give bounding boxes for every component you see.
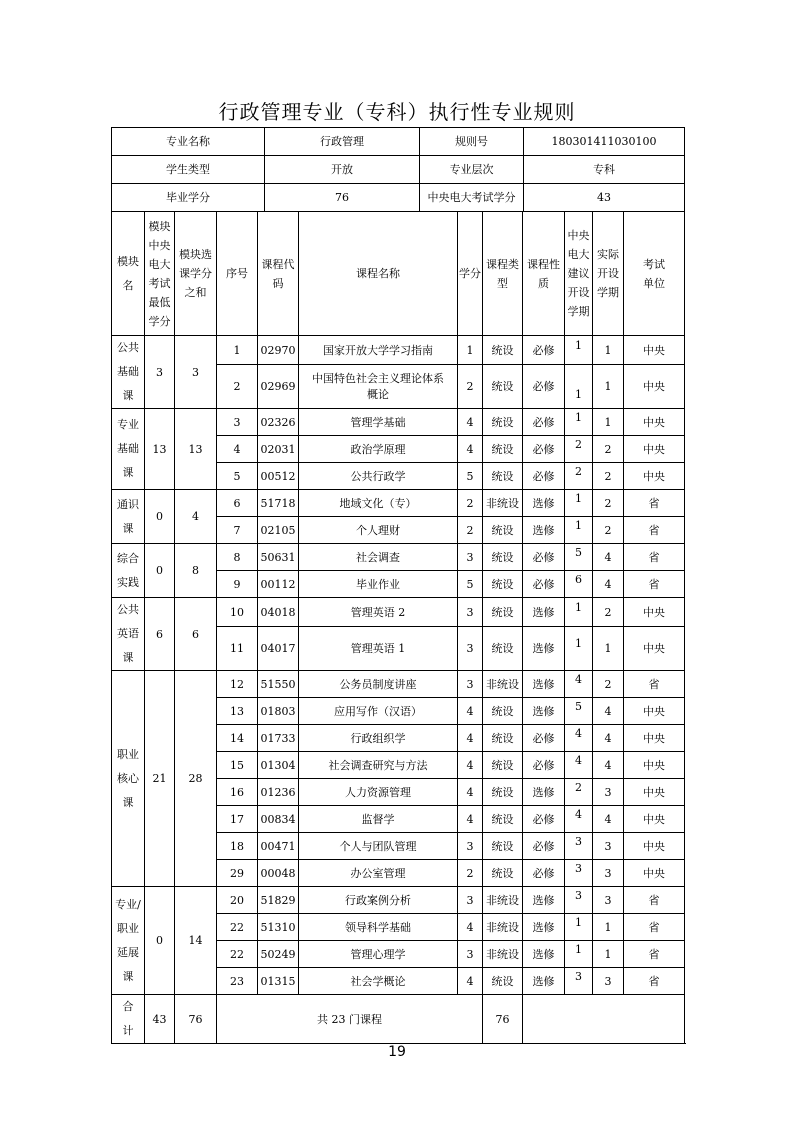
page-number: 19 — [388, 1044, 406, 1060]
course-seq: 11 — [217, 627, 258, 671]
course-exam-unit: 中央 — [624, 436, 685, 463]
course-credit: 4 — [458, 409, 483, 436]
course-name: 个人与团队管理 — [299, 833, 458, 860]
module-elective-sum: 14 — [175, 887, 217, 995]
course-suggested-term: 1 — [565, 409, 593, 436]
course-credit: 5 — [458, 463, 483, 490]
course-seq: 22 — [217, 914, 258, 941]
course-nature: 必修 — [523, 544, 565, 571]
header-credit: 学分 — [458, 212, 483, 336]
course-suggested-term: 1 — [565, 336, 593, 365]
course-actual-term: 2 — [593, 436, 624, 463]
course-nature: 必修 — [523, 463, 565, 490]
course-suggested-term: 1 — [565, 914, 593, 941]
course-credit: 4 — [458, 436, 483, 463]
level-value: 专科 — [524, 156, 685, 184]
course-row — [112, 598, 685, 627]
course-code: 00834 — [258, 806, 299, 833]
course-exam-unit: 中央 — [624, 860, 685, 887]
course-nature: 必修 — [523, 725, 565, 752]
course-code: 00112 — [258, 571, 299, 598]
course-actual-term: 3 — [593, 968, 624, 995]
course-type: 统设 — [483, 806, 523, 833]
course-code: 01315 — [258, 968, 299, 995]
course-credit: 4 — [458, 806, 483, 833]
course-code: 01236 — [258, 779, 299, 806]
total-course-count: 共 23 门课程 — [217, 995, 483, 1044]
course-suggested-term: 4 — [565, 806, 593, 833]
course-name: 国家开放大学学习指南 — [299, 336, 458, 365]
header-code: 课程代码 — [258, 212, 299, 336]
course-suggested-term: 1 — [565, 941, 593, 968]
course-name: 人力资源管理 — [299, 779, 458, 806]
header-actual-term: 实际开设学期 — [593, 212, 624, 336]
major-name-label: 专业名称 — [112, 128, 265, 156]
course-type: 非统设 — [483, 941, 523, 968]
course-suggested-term: 2 — [565, 436, 593, 463]
module-name: 职业核心课 — [112, 671, 145, 887]
course-name: 管理英语 1 — [299, 627, 458, 671]
course-seq: 20 — [217, 887, 258, 914]
course-actual-term: 1 — [593, 914, 624, 941]
course-seq: 29 — [217, 860, 258, 887]
course-exam-unit: 中央 — [624, 833, 685, 860]
course-name: 行政组织学 — [299, 725, 458, 752]
course-seq: 16 — [217, 779, 258, 806]
course-actual-term: 4 — [593, 806, 624, 833]
course-code: 50249 — [258, 941, 299, 968]
course-code: 51829 — [258, 887, 299, 914]
course-exam-unit: 中央 — [624, 409, 685, 436]
course-exam-unit: 中央 — [624, 336, 685, 365]
course-suggested-term: 3 — [565, 860, 593, 887]
course-actual-term: 2 — [593, 490, 624, 517]
course-nature: 选修 — [523, 517, 565, 544]
course-credit: 4 — [458, 752, 483, 779]
course-suggested-term: 5 — [565, 544, 593, 571]
course-name: 应用写作（汉语） — [299, 698, 458, 725]
course-code: 00471 — [258, 833, 299, 860]
info-row — [112, 128, 685, 156]
module-name: 通识课 — [112, 490, 145, 544]
course-nature: 必修 — [523, 860, 565, 887]
course-code: 02969 — [258, 365, 299, 409]
course-code: 02031 — [258, 436, 299, 463]
course-credit: 1 — [458, 336, 483, 365]
course-suggested-term: 5 — [565, 698, 593, 725]
course-type: 统设 — [483, 571, 523, 598]
course-seq: 18 — [217, 833, 258, 860]
course-exam-unit: 省 — [624, 941, 685, 968]
course-actual-term: 4 — [593, 725, 624, 752]
header-module: 模块名 — [112, 212, 145, 336]
course-credit: 3 — [458, 544, 483, 571]
course-actual-term: 3 — [593, 860, 624, 887]
major-name-value: 行政管理 — [265, 128, 420, 156]
course-actual-term: 4 — [593, 752, 624, 779]
course-code: 01733 — [258, 725, 299, 752]
module-elective-sum: 13 — [175, 409, 217, 490]
course-nature: 选修 — [523, 698, 565, 725]
course-type: 统设 — [483, 463, 523, 490]
module-central-min: 0 — [145, 887, 175, 995]
course-exam-unit: 中央 — [624, 463, 685, 490]
course-suggested-term: 1 — [565, 598, 593, 627]
course-name: 管理学基础 — [299, 409, 458, 436]
module-central-min: 3 — [145, 336, 175, 409]
course-name: 个人理财 — [299, 517, 458, 544]
course-type: 统设 — [483, 627, 523, 671]
course-credit: 3 — [458, 887, 483, 914]
course-credit: 3 — [458, 627, 483, 671]
course-seq: 7 — [217, 517, 258, 544]
course-table — [111, 211, 685, 1044]
course-type: 统设 — [483, 725, 523, 752]
course-type: 非统设 — [483, 887, 523, 914]
course-seq: 6 — [217, 490, 258, 517]
course-suggested-term: 4 — [565, 725, 593, 752]
course-credit: 3 — [458, 671, 483, 698]
course-credit: 2 — [458, 517, 483, 544]
course-credit: 2 — [458, 365, 483, 409]
header-course-name: 课程名称 — [299, 212, 458, 336]
course-nature: 必修 — [523, 571, 565, 598]
course-code: 00512 — [258, 463, 299, 490]
course-seq: 8 — [217, 544, 258, 571]
course-code: 51310 — [258, 914, 299, 941]
grad-credits-label: 毕业学分 — [112, 184, 265, 212]
total-elective-sum: 76 — [175, 995, 217, 1044]
course-seq: 9 — [217, 571, 258, 598]
course-credit: 3 — [458, 833, 483, 860]
course-name: 社会调查研究与方法 — [299, 752, 458, 779]
course-exam-unit: 中央 — [624, 698, 685, 725]
module-elective-sum: 3 — [175, 336, 217, 409]
course-suggested-term: 2 — [565, 779, 593, 806]
course-nature: 必修 — [523, 336, 565, 365]
student-type-label: 学生类型 — [112, 156, 265, 184]
course-name: 管理英语 2 — [299, 598, 458, 627]
course-actual-term: 1 — [593, 941, 624, 968]
course-name: 地域文化（专） — [299, 490, 458, 517]
course-exam-unit: 中央 — [624, 806, 685, 833]
header-seq: 序号 — [217, 212, 258, 336]
course-row — [112, 409, 685, 436]
course-type: 统设 — [483, 409, 523, 436]
course-credit: 4 — [458, 698, 483, 725]
course-code: 00048 — [258, 860, 299, 887]
course-exam-unit: 省 — [624, 571, 685, 598]
course-actual-term: 2 — [593, 517, 624, 544]
total-blank — [523, 995, 685, 1044]
info-row — [112, 184, 685, 212]
course-nature: 选修 — [523, 490, 565, 517]
course-name: 中国特色社会主义理论体系概论 — [299, 365, 458, 409]
course-seq: 10 — [217, 598, 258, 627]
course-nature: 必修 — [523, 365, 565, 409]
course-type: 统设 — [483, 544, 523, 571]
course-actual-term: 4 — [593, 571, 624, 598]
course-code: 02326 — [258, 409, 299, 436]
course-nature: 选修 — [523, 671, 565, 698]
course-actual-term: 1 — [593, 336, 624, 365]
course-actual-term: 2 — [593, 671, 624, 698]
course-row — [112, 336, 685, 365]
course-actual-term: 3 — [593, 887, 624, 914]
course-credit: 4 — [458, 725, 483, 752]
course-exam-unit: 中央 — [624, 365, 685, 409]
course-code: 51550 — [258, 671, 299, 698]
course-suggested-term: 1 — [565, 490, 593, 517]
course-code: 01803 — [258, 698, 299, 725]
module-elective-sum: 28 — [175, 671, 217, 887]
course-type: 统设 — [483, 517, 523, 544]
course-credit: 4 — [458, 968, 483, 995]
course-credit: 5 — [458, 571, 483, 598]
course-name: 政治学原理 — [299, 436, 458, 463]
course-actual-term: 1 — [593, 627, 624, 671]
course-nature: 选修 — [523, 598, 565, 627]
course-type: 统设 — [483, 752, 523, 779]
course-name: 毕业作业 — [299, 571, 458, 598]
course-type: 统设 — [483, 365, 523, 409]
course-row — [112, 544, 685, 571]
course-type: 统设 — [483, 833, 523, 860]
course-row — [112, 490, 685, 517]
course-actual-term: 1 — [593, 365, 624, 409]
module-name: 公共基础课 — [112, 336, 145, 409]
course-type: 统设 — [483, 598, 523, 627]
course-seq: 1 — [217, 336, 258, 365]
course-nature: 必修 — [523, 833, 565, 860]
rule-no-value: 180301411030100 — [524, 128, 685, 156]
course-type: 统设 — [483, 860, 523, 887]
course-exam-unit: 中央 — [624, 598, 685, 627]
course-nature: 选修 — [523, 779, 565, 806]
course-exam-unit: 中央 — [624, 627, 685, 671]
course-type: 非统设 — [483, 490, 523, 517]
course-seq: 23 — [217, 968, 258, 995]
course-nature: 必修 — [523, 409, 565, 436]
header-nature: 课程性质 — [523, 212, 565, 336]
header-exam-unit: 考试单位 — [624, 212, 685, 336]
course-code: 50631 — [258, 544, 299, 571]
course-suggested-term: 2 — [565, 463, 593, 490]
course-code: 51718 — [258, 490, 299, 517]
course-code: 02105 — [258, 517, 299, 544]
course-suggested-term: 6 — [565, 571, 593, 598]
module-elective-sum: 6 — [175, 598, 217, 671]
module-elective-sum: 8 — [175, 544, 217, 598]
module-name: 综合实践 — [112, 544, 145, 598]
total-label: 合计 — [112, 995, 145, 1044]
course-seq: 17 — [217, 806, 258, 833]
course-exam-unit: 省 — [624, 914, 685, 941]
course-nature: 选修 — [523, 887, 565, 914]
course-seq: 3 — [217, 409, 258, 436]
course-seq: 2 — [217, 365, 258, 409]
course-suggested-term: 1 — [565, 517, 593, 544]
module-elective-sum: 4 — [175, 490, 217, 544]
course-type: 统设 — [483, 968, 523, 995]
course-seq: 13 — [217, 698, 258, 725]
course-name: 公务员制度讲座 — [299, 671, 458, 698]
total-central-min: 43 — [145, 995, 175, 1044]
course-seq: 12 — [217, 671, 258, 698]
course-exam-unit: 省 — [624, 887, 685, 914]
course-nature: 必修 — [523, 752, 565, 779]
course-type: 统设 — [483, 779, 523, 806]
course-actual-term: 3 — [593, 833, 624, 860]
course-nature: 选修 — [523, 627, 565, 671]
module-central-min: 13 — [145, 409, 175, 490]
course-suggested-term: 1 — [565, 627, 593, 671]
course-nature: 选修 — [523, 941, 565, 968]
course-suggested-term: 4 — [565, 752, 593, 779]
course-row — [112, 671, 685, 698]
course-name: 管理心理学 — [299, 941, 458, 968]
course-credit: 3 — [458, 941, 483, 968]
course-exam-unit: 中央 — [624, 725, 685, 752]
course-suggested-term: 3 — [565, 968, 593, 995]
course-exam-unit: 省 — [624, 490, 685, 517]
module-central-min: 0 — [145, 490, 175, 544]
total-row — [112, 995, 685, 1044]
course-exam-unit: 中央 — [624, 779, 685, 806]
course-exam-unit: 省 — [624, 517, 685, 544]
course-seq: 14 — [217, 725, 258, 752]
course-type: 统设 — [483, 698, 523, 725]
student-type-value: 开放 — [265, 156, 420, 184]
course-actual-term: 2 — [593, 598, 624, 627]
course-seq: 15 — [217, 752, 258, 779]
header-elective-sum: 模块选课学分之和 — [175, 212, 217, 336]
grad-credits-value: 76 — [265, 184, 420, 212]
course-actual-term: 3 — [593, 779, 624, 806]
course-exam-unit: 中央 — [624, 752, 685, 779]
course-actual-term: 1 — [593, 409, 624, 436]
course-code: 01304 — [258, 752, 299, 779]
rule-no-label: 规则号 — [420, 128, 524, 156]
course-name: 领导科学基础 — [299, 914, 458, 941]
course-credit: 4 — [458, 914, 483, 941]
module-central-min: 21 — [145, 671, 175, 887]
course-type: 统设 — [483, 336, 523, 365]
course-exam-unit: 省 — [624, 671, 685, 698]
header-type: 课程类型 — [483, 212, 523, 336]
module-name: 专业基础课 — [112, 409, 145, 490]
total-credit: 76 — [483, 995, 523, 1044]
course-row — [112, 887, 685, 914]
course-type: 非统设 — [483, 914, 523, 941]
course-exam-unit: 省 — [624, 968, 685, 995]
module-central-min: 6 — [145, 598, 175, 671]
course-exam-unit: 省 — [624, 544, 685, 571]
course-code: 02970 — [258, 336, 299, 365]
course-name: 监督学 — [299, 806, 458, 833]
course-suggested-term: 3 — [565, 833, 593, 860]
course-name: 公共行政学 — [299, 463, 458, 490]
course-code: 04018 — [258, 598, 299, 627]
info-table — [111, 127, 685, 212]
course-name: 行政案例分析 — [299, 887, 458, 914]
course-actual-term: 2 — [593, 463, 624, 490]
header-suggested-term: 中央电大建议开设学期 — [565, 212, 593, 336]
central-exam-credits-value: 43 — [524, 184, 685, 212]
course-nature: 选修 — [523, 968, 565, 995]
course-name: 办公室管理 — [299, 860, 458, 887]
course-name: 社会调查 — [299, 544, 458, 571]
course-suggested-term: 4 — [565, 671, 593, 698]
course-credit: 3 — [458, 598, 483, 627]
course-nature: 必修 — [523, 806, 565, 833]
info-row — [112, 156, 685, 184]
page-title: 行政管理专业（专科）执行性专业规则 — [218, 100, 576, 124]
header-central-min: 模块中央电大考试最低学分 — [145, 212, 175, 336]
central-exam-credits-label: 中央电大考试学分 — [420, 184, 524, 212]
course-nature: 选修 — [523, 914, 565, 941]
course-seq: 5 — [217, 463, 258, 490]
course-seq: 22 — [217, 941, 258, 968]
course-seq: 4 — [217, 436, 258, 463]
module-name: 专业/职业延展课 — [112, 887, 145, 995]
course-nature: 必修 — [523, 436, 565, 463]
module-name: 公共英语课 — [112, 598, 145, 671]
course-actual-term: 4 — [593, 544, 624, 571]
module-central-min: 0 — [145, 544, 175, 598]
level-label: 专业层次 — [420, 156, 524, 184]
course-credit: 2 — [458, 860, 483, 887]
course-credit: 2 — [458, 490, 483, 517]
course-name: 社会学概论 — [299, 968, 458, 995]
course-suggested-term: 1 — [565, 365, 593, 409]
course-suggested-term: 3 — [565, 887, 593, 914]
course-credit: 4 — [458, 779, 483, 806]
course-code: 04017 — [258, 627, 299, 671]
course-actual-term: 4 — [593, 698, 624, 725]
course-type: 非统设 — [483, 671, 523, 698]
course-type: 统设 — [483, 436, 523, 463]
header-row — [112, 212, 685, 336]
